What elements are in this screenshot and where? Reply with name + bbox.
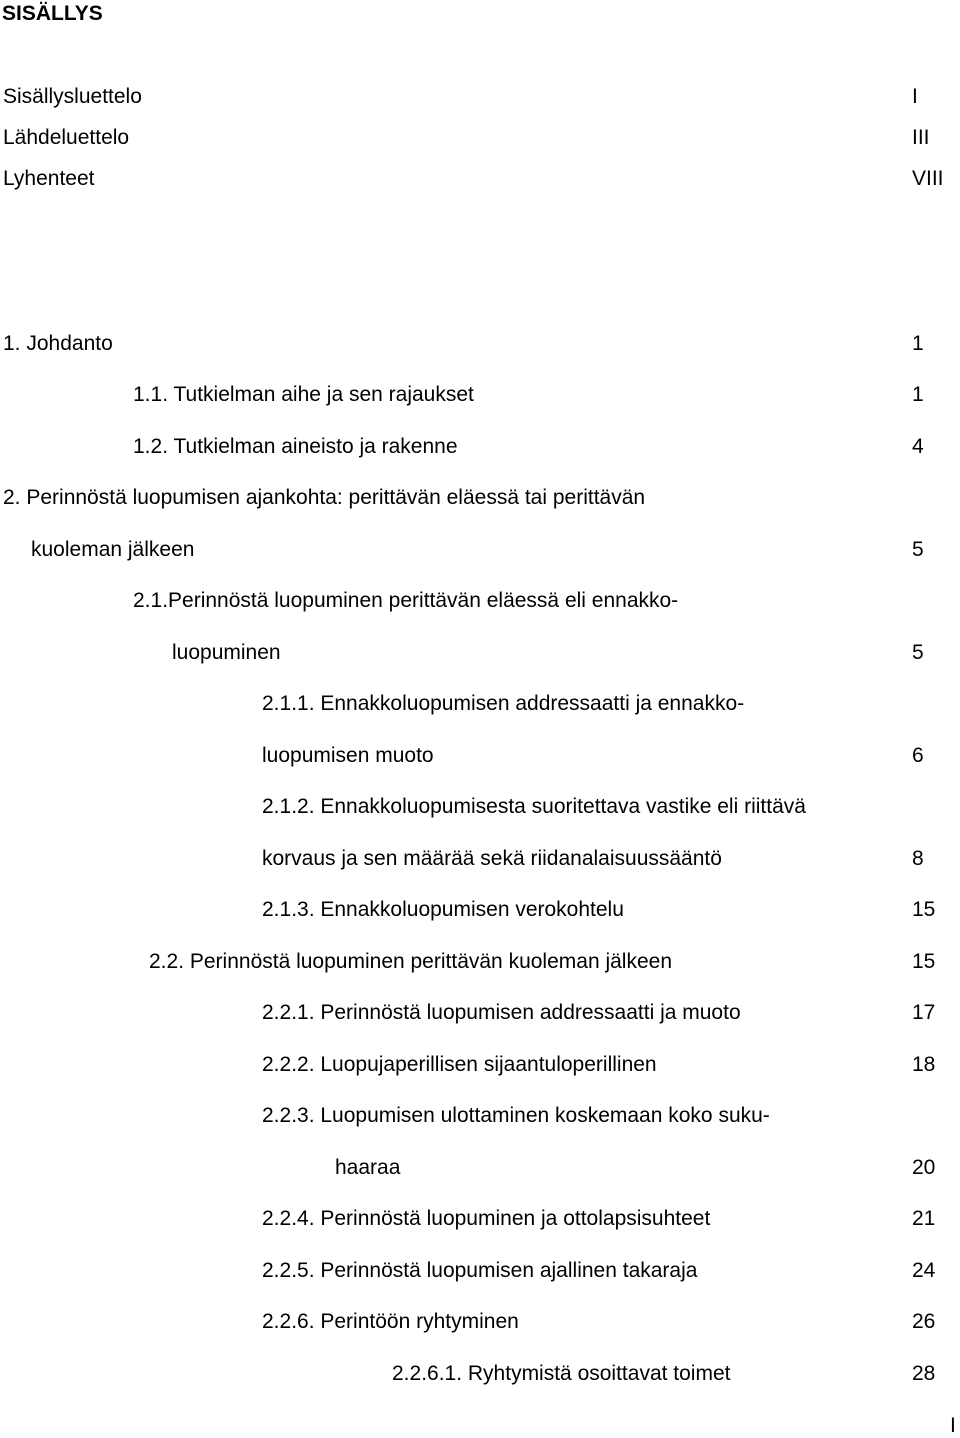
front-matter-page: I xyxy=(912,85,918,108)
toc-entry-label: 2.2. Perinnöstä luopuminen perittävän kuoleman jälkeen xyxy=(149,950,673,973)
toc-entry-label: 1.2. Tutkielman aineisto ja rakenne xyxy=(133,435,458,458)
front-matter-page: VIII xyxy=(912,167,944,190)
page-title: SISÄLLYS xyxy=(2,2,103,25)
toc-entry-label: korvaus ja sen määrää sekä riidanalaisuussääntö xyxy=(262,847,722,870)
toc-entry-label: 2.1.Perinnöstä luopuminen perittävän eläessä eli ennakko- xyxy=(133,589,679,612)
front-matter-label: Lähdeluettelo xyxy=(3,126,130,149)
toc-entry-page: 5 xyxy=(912,538,924,561)
toc-entry-label: kuoleman jälkeen xyxy=(31,538,195,561)
toc-entry-page: 1 xyxy=(912,383,924,406)
toc-entry-label: 2.2.3. Luopumisen ulottaminen koskemaan koko suku- xyxy=(262,1104,770,1127)
toc-entry-page: 4 xyxy=(912,435,924,458)
toc-entry-page: 20 xyxy=(912,1156,936,1179)
toc-entry-label: 1. Johdanto xyxy=(3,332,113,355)
toc-entry-label: 2.2.2. Luopujaperillisen sijaantuloperillinen xyxy=(262,1053,657,1076)
toc-entry-label: luopumisen muoto xyxy=(262,744,434,767)
toc-entry-label: haaraa xyxy=(335,1156,401,1179)
toc-entry-label: 1.1. Tutkielman aihe ja sen rajaukset xyxy=(133,383,474,406)
front-matter-label: Sisällysluettelo xyxy=(3,85,142,108)
toc-entry-page: 15 xyxy=(912,898,936,921)
toc-entry-label: luopuminen xyxy=(172,641,281,664)
toc-entry-page: 6 xyxy=(912,744,924,767)
toc-entry-page: 26 xyxy=(912,1310,936,1333)
toc-entry-page: 15 xyxy=(912,950,936,973)
toc-entry-label: 2.2.6. Perintöön ryhtyminen xyxy=(262,1310,519,1333)
toc-entry-page: 1 xyxy=(912,332,924,355)
front-matter-page: III xyxy=(912,126,930,149)
toc-entry-page: 21 xyxy=(912,1207,936,1230)
toc-entry-label: 2.2.5. Perinnöstä luopumisen ajallinen takaraja xyxy=(262,1259,698,1282)
toc-entry-label: 2.2.4. Perinnöstä luopuminen ja ottolapsisuhteet xyxy=(262,1207,711,1230)
toc-entry-label: 2.1.3. Ennakkoluopumisen verokohtelu xyxy=(262,898,624,921)
toc-entry-page: 8 xyxy=(912,847,924,870)
toc-entry-page: 5 xyxy=(912,641,924,664)
toc-entry-page: 28 xyxy=(912,1362,936,1385)
toc-entry-page: 18 xyxy=(912,1053,936,1076)
toc-entry-label: 2.2.6.1. Ryhtymistä osoittavat toimet xyxy=(392,1362,731,1385)
toc-entry-label: 2.1.1. Ennakkoluopumisen addressaatti ja ennakko- xyxy=(262,692,745,715)
front-matter-label: Lyhenteet xyxy=(3,167,95,190)
toc-entry-page: 17 xyxy=(912,1001,936,1024)
toc-entry-label: 2.1.2. Ennakkoluopumisesta suoritettava vastike eli riittävä xyxy=(262,795,806,818)
toc-entry-page: 24 xyxy=(912,1259,936,1282)
toc-entry-label: 2. Perinnöstä luopumisen ajankohta: perittävän eläessä tai perittävän xyxy=(3,486,646,509)
toc-entry-label: 2.2.1. Perinnöstä luopumisen addressaatti ja muoto xyxy=(262,1001,741,1024)
page-number: I xyxy=(950,1414,956,1437)
